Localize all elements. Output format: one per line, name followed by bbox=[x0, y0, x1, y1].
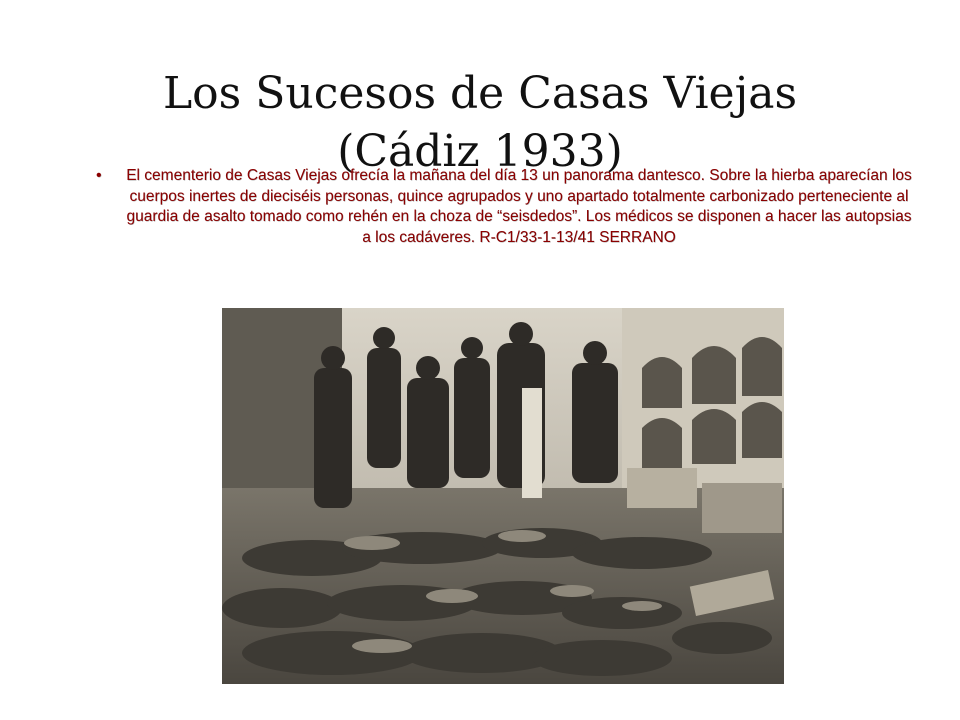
bullet-marker: • bbox=[96, 167, 102, 184]
bullet-item bbox=[96, 166, 916, 248]
title-line-1: Los Sucesos de Casas Viejas bbox=[162, 68, 798, 120]
bullet-list bbox=[96, 166, 916, 248]
bullet-text: El cementerio de Casas Viejas ofrecía la mañana del día 13 un panorama dantesco. Sobre la hierba aparecían los cuerpos inertes de dieciséis personas, quince agrupados y uno apartado totalmente carbonizado perteneciente al guardia de asalto tomado como rehén en la choza de “seisdedos”. Los médicos se disponen a hacer las autopsias a los cadáveres. R-C1/33-1-13/41 SERRANO bbox=[126, 167, 912, 246]
title-line-2: (Cádiz 1933) bbox=[337, 126, 623, 178]
photo-illustration bbox=[222, 308, 784, 684]
historical-photo bbox=[222, 308, 784, 684]
slide-title bbox=[80, 65, 880, 181]
